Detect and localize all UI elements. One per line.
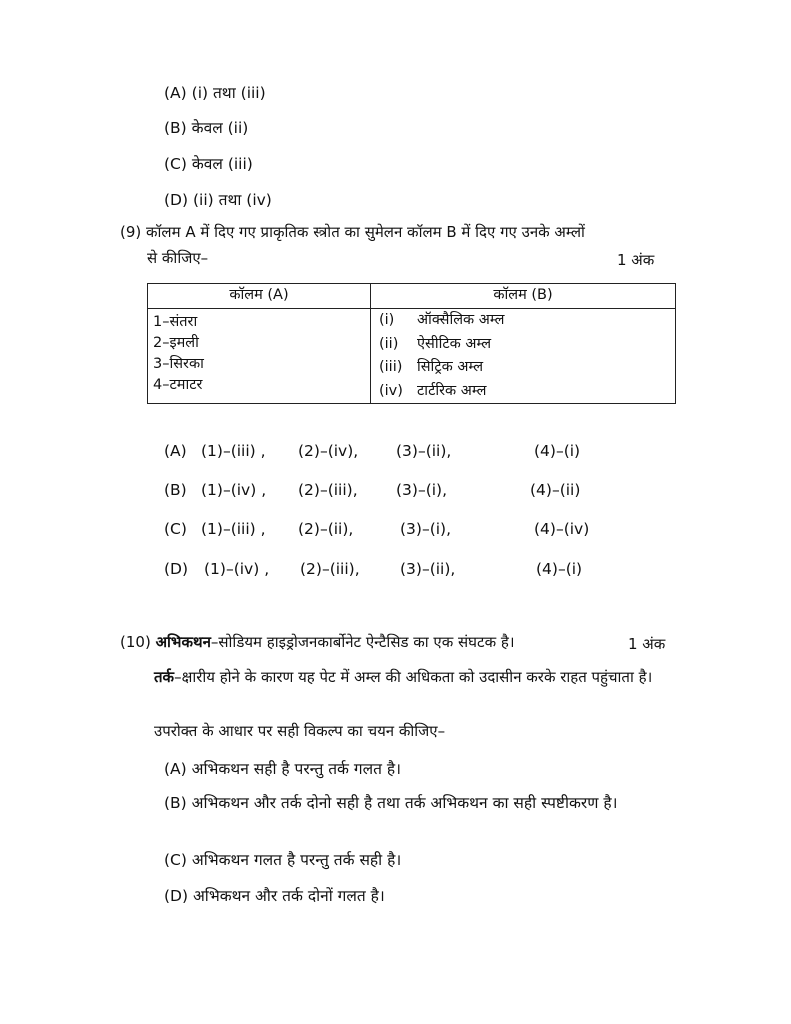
option-pair-2: (2)–(ii),: [298, 520, 354, 538]
option-pair-3: (3)–(i),: [396, 481, 448, 499]
q9-option-b[interactable]: [164, 481, 614, 505]
q10-option-a[interactable]: [164, 757, 401, 779]
reason-label: तर्क: [154, 668, 175, 686]
option-label: (B): [164, 119, 187, 137]
q9-number: (9): [120, 223, 142, 241]
q10-number: (10): [120, 633, 151, 651]
header-column-a: कॉलम (A): [148, 284, 371, 309]
match-table: [147, 283, 676, 404]
column-b-num: (iii): [379, 359, 403, 375]
option-label: (D): [164, 191, 189, 209]
option-text: केवल (iii): [191, 155, 253, 173]
option-text: (ii) तथा (iv): [192, 191, 272, 209]
q9-option-c[interactable]: [164, 520, 614, 544]
q10-option-c[interactable]: [164, 848, 401, 870]
column-a-cell: [148, 309, 371, 404]
option-pair-2: (2)–(iii),: [298, 481, 358, 499]
q9-text-1: कॉलम A में दिए गए प्राकृतिक स्त्रोत का सुमेलन कॉलम B में दिए गए उनके अम्लों: [146, 223, 585, 241]
column-b-item: [371, 380, 675, 404]
column-b-cell: [371, 309, 676, 404]
option-label: (A): [164, 760, 187, 778]
q9-option-a[interactable]: [164, 442, 614, 466]
option-pair-4: (4)–(ii): [530, 481, 581, 499]
q9-option-d[interactable]: [164, 560, 614, 584]
option-pair-1: (1)–(iii) ,: [201, 442, 266, 460]
option-text: अभिकथन सही है परन्तु तर्क गलत है।: [191, 760, 401, 778]
q9-marks: 1 अंक: [617, 251, 655, 269]
table-header-row: [148, 284, 676, 309]
column-a-item: 4–टमाटर: [153, 377, 203, 393]
q8-option-d[interactable]: [164, 188, 272, 210]
q8-option-a[interactable]: [164, 81, 266, 103]
column-a-item: 3–सिरका: [153, 356, 204, 372]
option-text: अभिकथन और तर्क दोनों गलत है।: [192, 887, 385, 905]
column-b-text: ऑक्सैलिक अम्ल: [417, 312, 505, 328]
q10-option-b[interactable]: [164, 792, 670, 814]
option-label: (D): [164, 560, 189, 578]
header-column-b: कॉलम (B): [371, 284, 676, 309]
option-pair-1: (1)–(iii) ,: [201, 520, 266, 538]
assertion-label: अभिकथन: [155, 633, 211, 651]
column-b-num: (iv): [379, 382, 403, 399]
option-label: (A): [164, 442, 187, 460]
column-b-num: (i): [379, 312, 395, 328]
option-text: (i) तथा (iii): [191, 84, 266, 102]
q10-reason: [154, 666, 674, 688]
option-pair-4: (4)–(i): [536, 560, 583, 578]
table-row: [148, 309, 676, 404]
option-text: अभिकथन और तर्क दोनो सही है तथा तर्क अभिकथन का सही स्पष्टीकरण है।: [191, 794, 618, 812]
option-label: (C): [164, 851, 187, 869]
option-label: (C): [164, 520, 187, 538]
option-label: (B): [164, 481, 187, 499]
column-b-text: ऐसीटिक अम्ल: [417, 335, 492, 352]
option-label: (C): [164, 155, 187, 173]
option-text: केवल (ii): [191, 119, 249, 137]
option-pair-2: (2)–(iii),: [300, 560, 360, 578]
q9-line-2: से कीजिए–: [147, 249, 209, 267]
q10-marks: 1 अंक: [628, 635, 666, 653]
option-label: (A): [164, 84, 187, 102]
option-text: अभिकथन गलत है परन्तु तर्क सही है।: [191, 851, 402, 869]
option-pair-1: (1)–(iv) ,: [201, 481, 267, 499]
q8-option-c[interactable]: [164, 152, 253, 174]
q10-instruction: उपरोक्त के आधार पर सही विकल्प का चयन कीजिए–: [154, 722, 446, 740]
column-b-num: (ii): [379, 335, 399, 352]
column-b-text: टार्टरिक अम्ल: [417, 382, 487, 399]
option-pair-4: (4)–(i): [534, 442, 581, 460]
option-label: (B): [164, 794, 187, 812]
column-b-item: [371, 309, 675, 333]
column-b-item: [371, 356, 675, 380]
option-pair-4: (4)–(iv): [534, 520, 590, 538]
reason-text: –क्षारीय होने के कारण यह पेट में अम्ल की अधिकता को उदासीन करके राहत पहुंचाता है।: [174, 668, 653, 686]
q9-line-1: [120, 222, 585, 242]
assertion-text: –सोडियम हाइड्रोजनकार्बोनेट ऐन्टैसिड का एक संघटक है।: [210, 633, 515, 651]
q8-option-b[interactable]: [164, 116, 248, 138]
option-pair-3: (3)–(i),: [400, 520, 452, 538]
option-label: (D): [164, 887, 189, 905]
option-pair-3: (3)–(ii),: [396, 442, 452, 460]
option-pair-2: (2)–(iv),: [298, 442, 359, 460]
option-pair-3: (3)–(ii),: [400, 560, 456, 578]
q10-option-d[interactable]: [164, 884, 385, 906]
column-a-item: 1–संतरा: [153, 314, 198, 330]
column-b-text: सिट्रिक अम्ल: [417, 359, 484, 375]
q10-assertion: [120, 632, 515, 652]
column-a-item: 2–इमली: [153, 335, 199, 351]
option-pair-1: (1)–(iv) ,: [204, 560, 270, 578]
column-b-item: [371, 333, 675, 357]
